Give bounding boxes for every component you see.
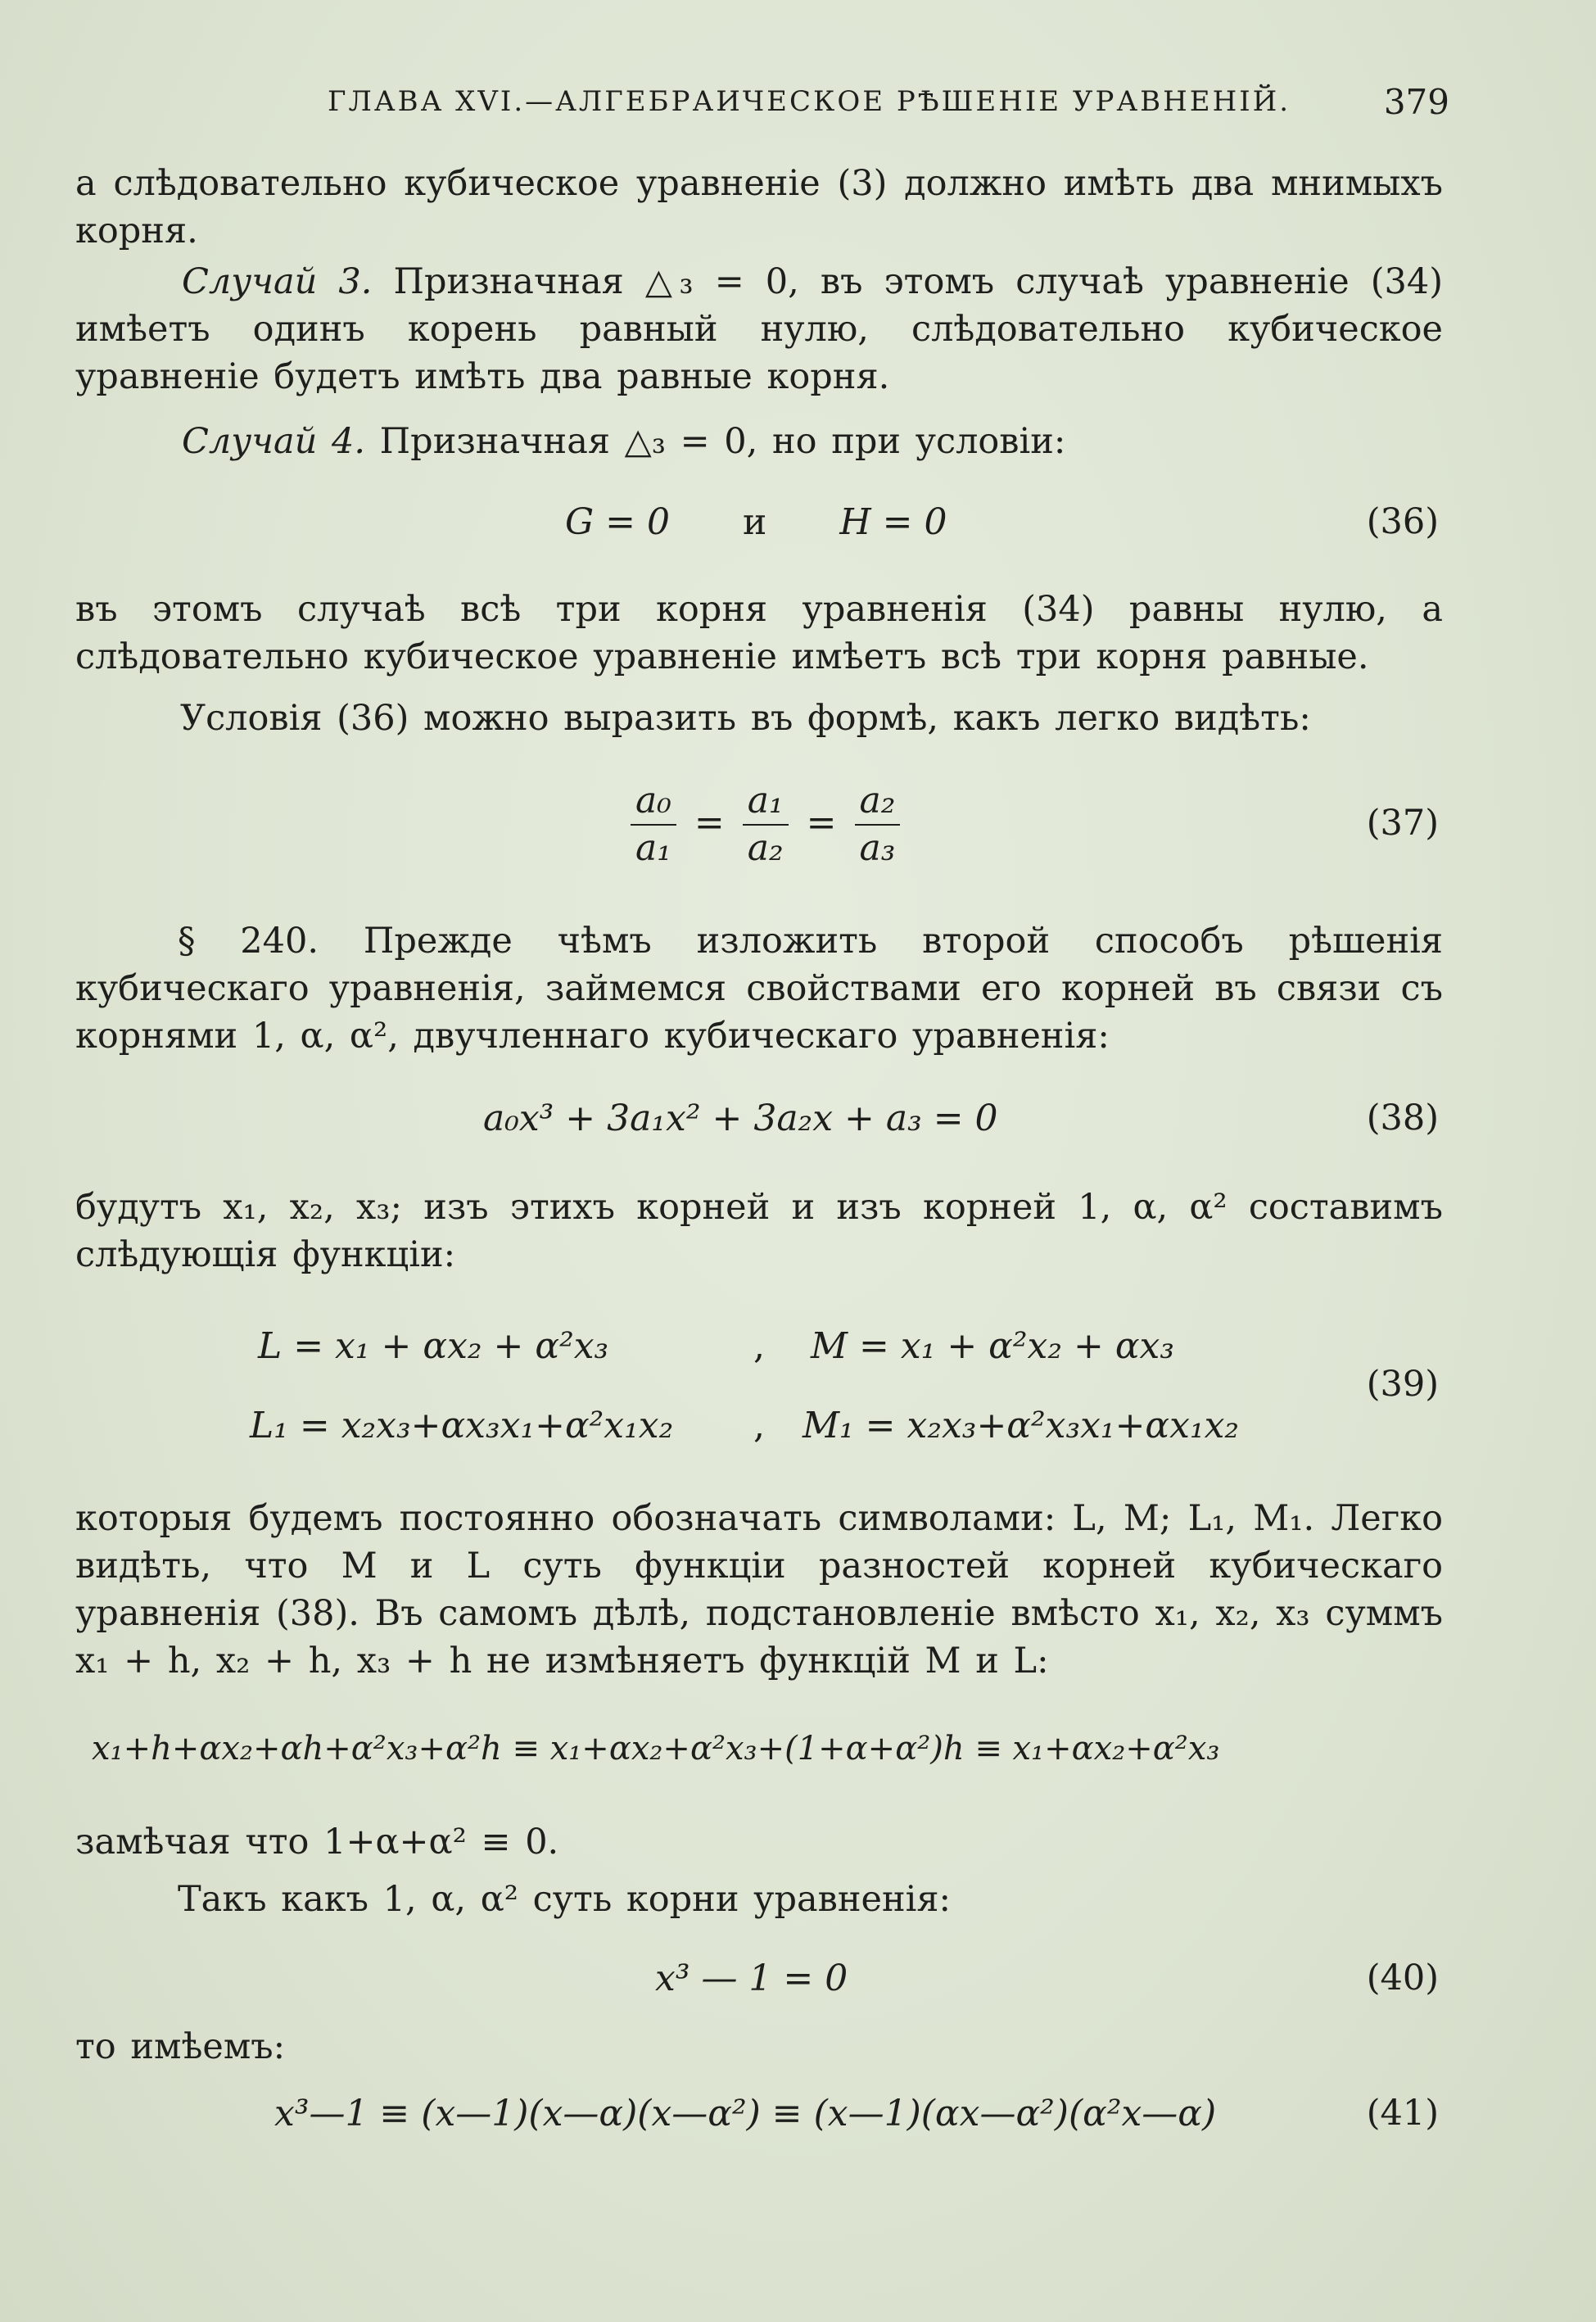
page-number: 379 <box>1383 82 1449 122</box>
case-3-text: Призначная △₃ = 0, въ этомъ случаѣ уравненіе (34) имѣетъ одинъ корень равный нулю, слѣдовательно кубическое уравненіе будетъ имѣть два равные корня. <box>75 261 1443 397</box>
eq37-fraction-3: $\frac{\text{a₂}}{\text{a₃}}$ <box>855 778 901 871</box>
equation-41: x³—1 ≡ (x—1)(x—α)(x—α²) ≡ (x—1)(αx—α²)(α²x—α) <box>274 2093 1217 2134</box>
equation-38-number: (38) <box>1366 1098 1439 1138</box>
equation-39-L: L = x₁ + αx₂ + α²x₃ <box>258 1325 609 1367</box>
paragraph-1: а слѣдовательно кубическое уравненіе (3) должно имѣть два мнимыхъ корня. <box>75 163 1443 251</box>
equation-41-number: (41) <box>1366 2093 1439 2134</box>
paragraph-4: въ этомъ случаѣ всѣ три корня уравненія (34) равны нулю, а слѣдовательно кубическое уравненіе имѣетъ всѣ три корня равные. <box>75 589 1443 677</box>
eq36-right: H = 0 <box>839 501 947 543</box>
eq36-left: G = 0 <box>565 501 670 543</box>
equation-39-number: (39) <box>1366 1364 1439 1405</box>
case-4-text: Призначная △₃ = 0, но при условіи: <box>365 421 1066 462</box>
eq36-conj: и <box>742 501 767 543</box>
case-4-label: Случай 4. <box>182 421 365 462</box>
chapter-title: ГЛАВА XVI.—АЛГЕБРАИЧЕСКОЕ РѢШЕНІЕ УРАВНЕНІЙ. <box>328 85 1291 118</box>
equation-39-sep-2: , <box>753 1405 765 1446</box>
case-3-label: Случай 3. <box>182 261 373 302</box>
equation-39-M: M = x₁ + α²x₂ + αx₃ <box>811 1325 1174 1367</box>
equation-38: a₀x³ + 3a₁x² + 3a₂x + a₃ = 0 <box>483 1098 998 1139</box>
equation-40: x³ — 1 = 0 <box>655 1958 848 1999</box>
equation-37-number: (37) <box>1366 803 1439 844</box>
eq37-fraction-1: $\frac{\text{a₀}}{\text{a₁}}$ <box>631 778 676 871</box>
equation-39-L1: L₁ = x₂x₃+αx₃x₁+α²x₁x₂ <box>250 1405 674 1446</box>
paragraph-case-3 <box>75 258 1443 401</box>
paragraph-10: Такъ какъ 1, α, α² суть корни уравненія: <box>178 1879 951 1920</box>
paragraph-8: которыя будемъ постоянно обозначать символами: L, M; L₁, M₁. Легко видѣть, что M и L суть функціи разностей корней кубическаго уравненія (38). Въ самомъ дѣлѣ, подстановленіе вмѣсто x₁, x₂, x₃ суммъ x₁ + h, x₂ + h, x₃ + h не измѣняетъ функцій M и L: <box>75 1498 1443 1682</box>
eq37-fraction-2: $\frac{\text{a₁}}{\text{a₂}}$ <box>743 778 789 871</box>
paragraph-case-4 <box>75 418 1443 465</box>
equation-shift-invariance: x₁+h+αx₂+αh+α²x₃+α²h ≡ x₁+αx₂+α²x₃+(1+α+α²)h ≡ x₁+αx₂+α²x₃ <box>92 1730 1220 1768</box>
equation-39-M1: M₁ = x₂x₃+α²x₃x₁+αx₁x₂ <box>803 1405 1240 1446</box>
paragraph-7: будутъ x₁, x₂, x₃; изъ этихъ корней и изъ корней 1, α, α² составимъ слѣдующія функціи: <box>75 1187 1443 1275</box>
paragraph-5: Условія (36) можно выразить въ формѣ, какъ легко видѣть: <box>180 698 1311 739</box>
paragraph-9: замѣчая что 1+α+α² ≡ 0. <box>75 1822 559 1863</box>
equation-39-sep-1: , <box>753 1325 765 1367</box>
equation-40-number: (40) <box>1366 1958 1439 1998</box>
running-header <box>328 82 1449 131</box>
paragraph-11: то имѣемъ: <box>75 2026 286 2067</box>
equation-37: $\frac{\text{a₀}}{\text{a₁}}$ = $\frac{\text{a₁}}{\text{a₂}}$ = $\frac{\text{a₂}}{\text{a₃}}$ <box>631 778 900 871</box>
equation-36-number: (36) <box>1366 501 1439 542</box>
equation-36 <box>565 501 947 543</box>
paragraph-section-240: § 240. Прежде чѣмъ изложить второй способъ рѣшенія кубическаго уравненія, займемся свойствами его корней въ связи съ корнями 1, α, α², двучленнаго кубическаго уравненія: <box>75 921 1443 1057</box>
